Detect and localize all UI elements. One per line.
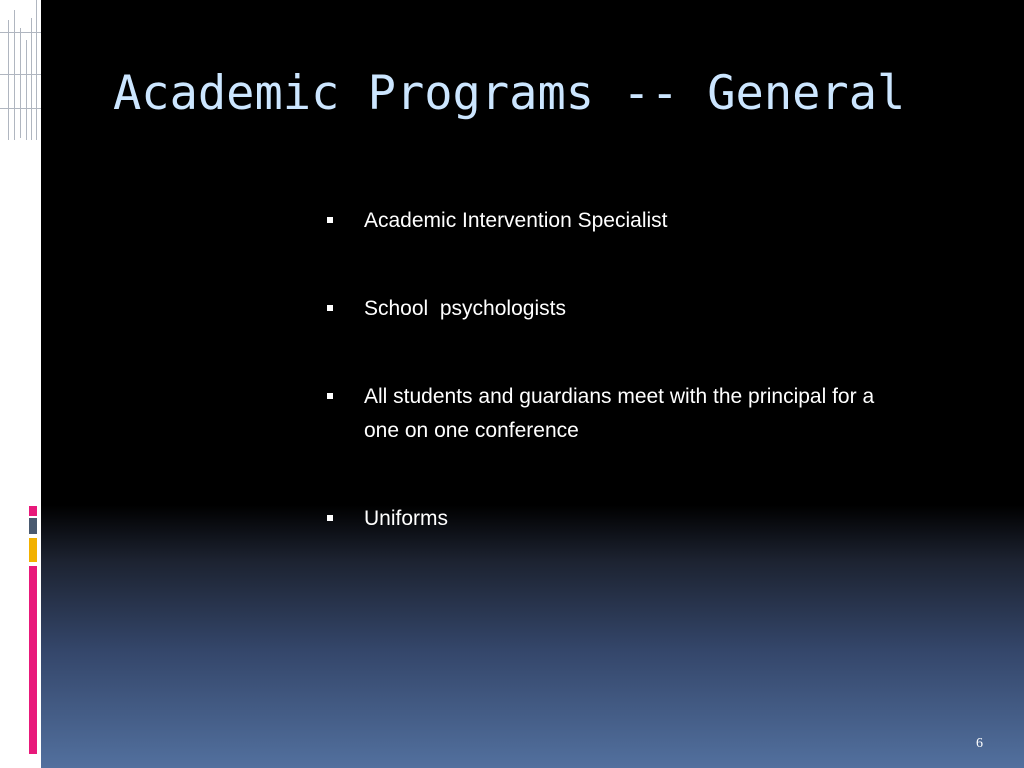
accent-bar-gold [29,538,37,562]
list-item [327,502,887,536]
strip-line [36,0,37,140]
strip-line [20,28,21,138]
accent-bar-pink-top [29,506,37,516]
square-bullet-icon [327,217,333,223]
page-number: 6 [976,736,983,751]
bullet-text: All students and guardians meet with the principal for a one on one conference [364,385,875,442]
left-decorative-strip [0,0,41,768]
list-item [327,380,884,448]
list-item [327,292,887,326]
square-bullet-icon [327,515,333,521]
strip-line [0,108,41,109]
strip-line [0,74,41,75]
square-bullet-icon [327,305,333,311]
strip-line [31,18,32,140]
accent-bar-slate [29,518,37,534]
bullet-text: School psychologists [364,297,566,320]
strip-line [26,40,27,140]
bullet-list [327,204,887,590]
accent-bar-pink-long [29,566,37,754]
bullet-text: Uniforms [364,507,449,530]
list-item [327,204,887,238]
square-bullet-icon [327,393,333,399]
strip-line [14,10,15,140]
strip-line [8,20,9,140]
strip-line [0,32,41,33]
slide-title: Academic Programs -- General [113,66,906,121]
bullet-text: Academic Intervention Specialist [364,209,668,232]
